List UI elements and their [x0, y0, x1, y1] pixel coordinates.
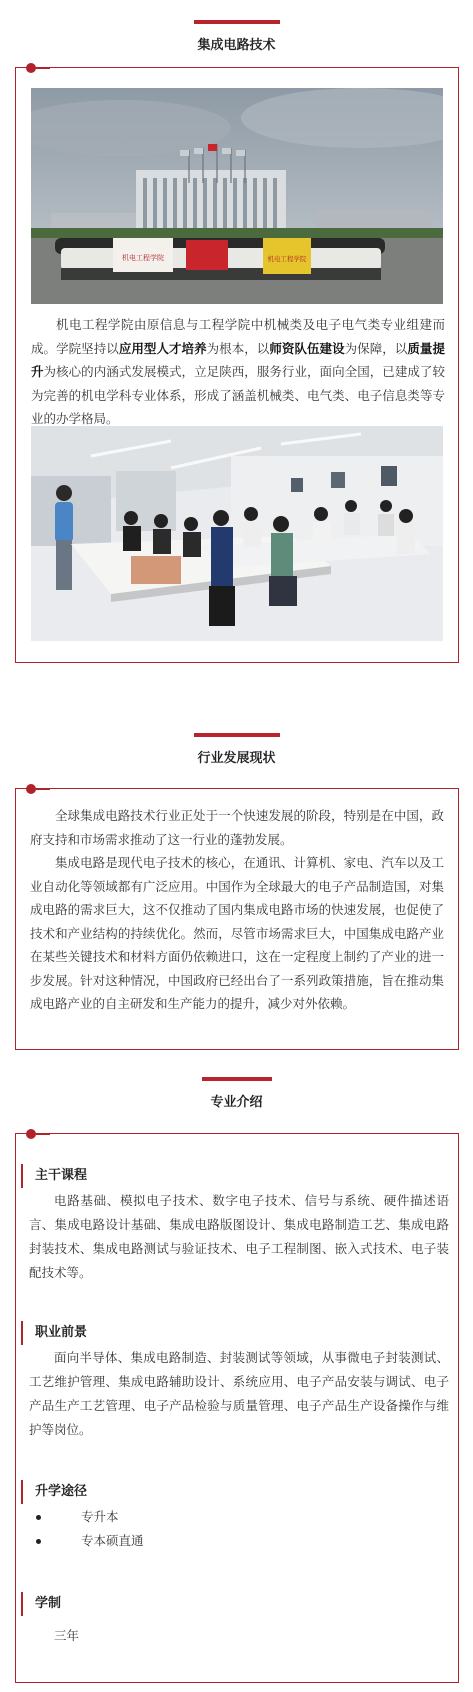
bullet-dot: [36, 1515, 41, 1520]
duration-heading: 学制: [21, 1592, 61, 1616]
industry-paragraph-1: 全球集成电路技术行业正处于一个快速发展的阶段，特别是在中国，政府支持和市场需求推动了这一行业的蓬勃发展。: [30, 808, 444, 847]
duration-text: 三年: [54, 1628, 80, 1643]
section-title-label: 行业发展现状: [197, 751, 276, 766]
section-title-label: 专业介绍: [210, 1095, 263, 1110]
major-card: [15, 1133, 459, 1683]
section-title-major: [0, 1077, 473, 1110]
card-corner-line: [36, 788, 50, 789]
career-text: 面向半导体、集成电路制造、封装测试等领域，从事微电子封装测试、工艺维护管理、集成电路辅助设计、系统应用、电子产品安装与调试、电子产品生产工艺管理、电子产品检验与质量管理、电子产品生产设备操作与维护等岗位。: [29, 1350, 449, 1437]
card-corner-dot: [26, 63, 36, 73]
classroom-photo: [31, 426, 443, 641]
section-title-industry: [0, 733, 473, 766]
card-corner-dot: [26, 1129, 36, 1139]
courses-text: 电路基础、模拟电子技术、数字电子技术、信号与系统、硬件描述语言、集成电路设计基础、集成电路版图设计、集成电路制造工艺、集成电路封装技术、集成电路测试与验证技术、电子工程制图、嵌入式技术、电子装配技术等。: [29, 1193, 449, 1280]
further-study-item: 专升本: [36, 1506, 119, 1528]
card-corner-dot: [26, 784, 36, 794]
intro-card: [15, 67, 459, 663]
further-study-item: 专本硕直通: [36, 1530, 144, 1552]
section-title-label: 集成电路技术: [197, 38, 276, 53]
section-title-ic-tech: [0, 20, 473, 53]
bullet-dot: [36, 1539, 41, 1544]
intro-paragraph: 机电工程学院由原信息与工程学院中机械类及电子电气类专业组建而成。学院坚持以应用型人才培养为根本，以师资队伍建设为保障，以质量提升为核心的内涵式发展模式，立足陕西，服务行业，面向全国，已建成了较为完善的机电学科专业体系，形成了涵盖机械类、电气类、电子信息类等专业的办学格局。: [31, 317, 445, 426]
title-accent-bar: [202, 1077, 272, 1081]
further-study-heading: 升学途径: [21, 1480, 87, 1504]
title-accent-bar: [194, 733, 280, 737]
card-corner-line: [36, 67, 50, 68]
group-photo: [31, 88, 443, 304]
courses-heading: 主干课程: [21, 1164, 87, 1188]
industry-card: [15, 788, 459, 1050]
industry-paragraph-2: 集成电路是现代电子技术的核心，在通讯、计算机、家电、汽车以及工业自动化等领域都有广泛应用。中国作为全球最大的电子产品制造国，对集成电路的需求巨大，这不仅推动了国内集成电路市场的快速发展，也促使了技术和产业结构的持续优化。然而，尽管市场需求巨大，中国集成电路产业在某些关键技术和材料方面仍依赖进口，这在一定程度上制约了产业的进一步发展。针对这种情况，中国政府已经出台了一系列政策措施，旨在推动集成电路产业的自主研发和生产能力的提升，减少对外依赖。: [30, 855, 444, 1011]
banner-left-text: 机电工程学院: [122, 254, 164, 262]
career-heading: 职业前景: [21, 1321, 87, 1345]
title-accent-bar: [194, 20, 280, 24]
card-corner-line: [36, 1133, 50, 1134]
banner-right-text: 机电工程学院: [267, 255, 307, 263]
